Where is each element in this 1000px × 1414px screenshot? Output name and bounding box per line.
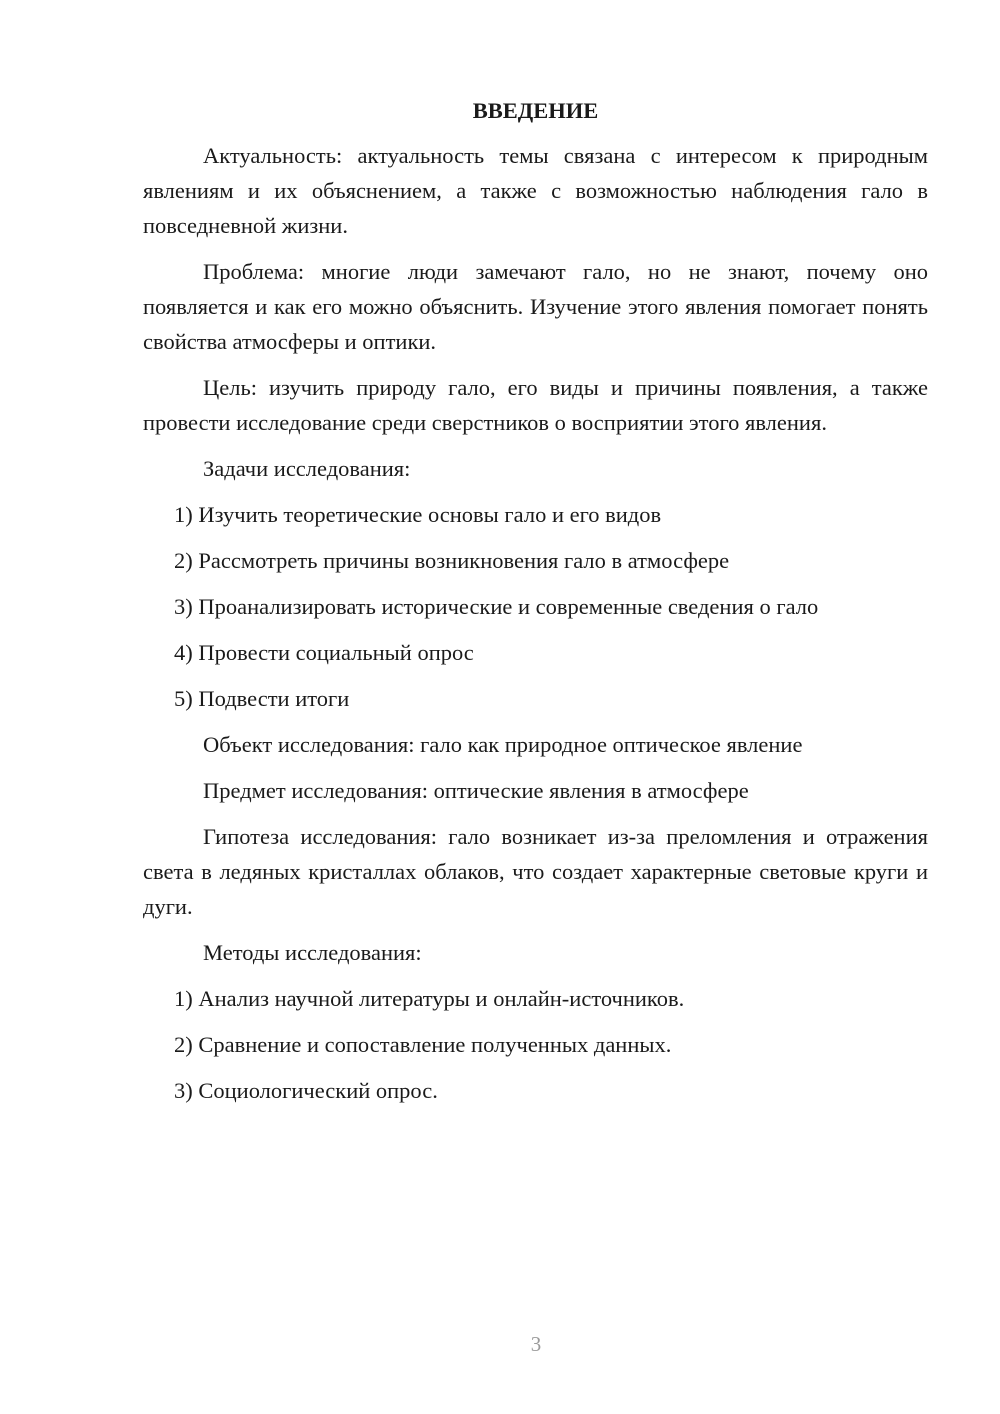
method-item: 1) Анализ научной литературы и онлайн-источников.	[174, 986, 685, 1011]
problem-paragraph: Проблема: многие люди замечают гало, но не знают, почему оно появляется и как его можно объяснить. Изучение этого явления помогает понять свойства атмосферы и оптики.	[143, 259, 928, 354]
task-item: 1) Изучить теоретические основы гало и его видов	[174, 502, 662, 527]
methods-label: Методы исследования:	[203, 940, 422, 965]
page-number: 3	[530, 1332, 542, 1356]
subject-paragraph: Предмет исследования: оптические явления в атмосфере	[203, 778, 749, 803]
page-content	[143, 96, 928, 1119]
hypothesis-paragraph: Гипотеза исследования: гало возникает из-за преломления и отражения света в ледяных кристаллах облаков, что создает характерные световые круги и дуги.	[143, 824, 928, 919]
section-heading: ВВЕДЕНИЕ	[472, 98, 599, 123]
task-item: 3) Проанализировать исторические и современные сведения о гало	[174, 594, 819, 619]
tasks-label: Задачи исследования:	[203, 456, 411, 481]
method-item: 2) Сравнение и сопоставление полученных данных.	[174, 1032, 672, 1057]
method-item: 3) Социологический опрос.	[174, 1078, 438, 1103]
task-item: 5) Подвести итоги	[174, 686, 350, 711]
relevance-paragraph: Актуальность: актуальность темы связана с интересом к природным явлениям и их объяснением, а также с возможностью наблюдения гало в повседневной жизни.	[143, 143, 928, 238]
task-item: 4) Провести социальный опрос	[174, 640, 474, 665]
object-paragraph: Объект исследования: гало как природное оптическое явление	[203, 732, 803, 757]
task-item: 2) Рассмотреть причины возникновения гало в атмосфере	[174, 548, 730, 573]
goal-paragraph: Цель: изучить природу гало, его виды и причины появления, а также провести исследование среди сверстников о восприятии этого явления.	[143, 375, 928, 435]
